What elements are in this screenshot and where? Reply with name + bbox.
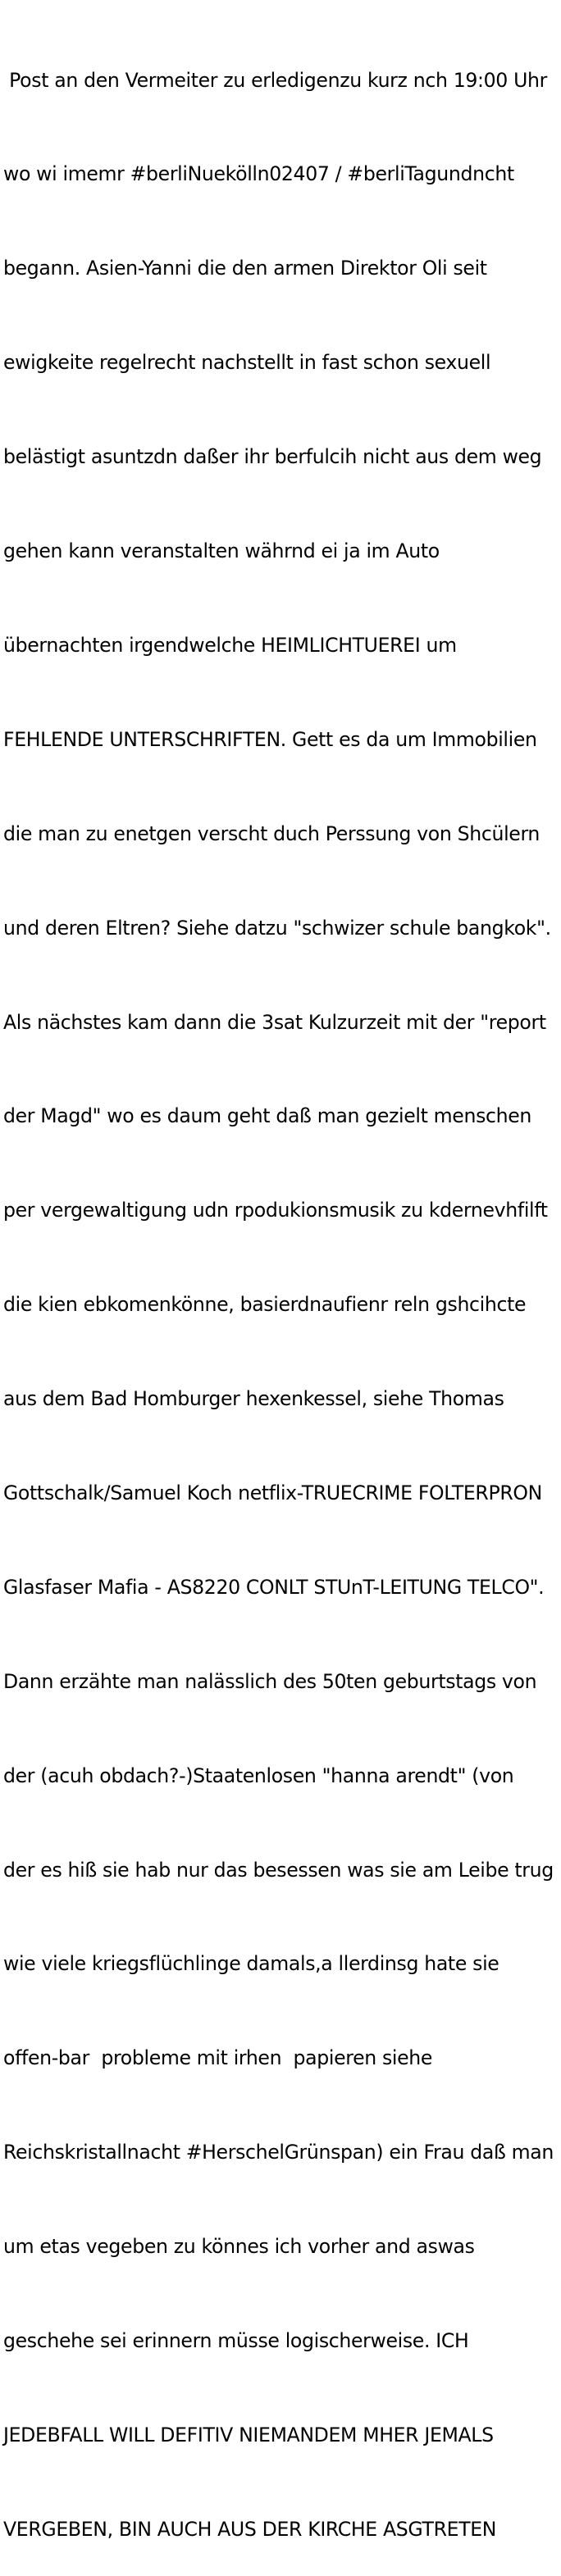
text-line: wo wi imemr #berliNuekölln02407 / #berliTagundncht bbox=[3, 162, 514, 186]
text-line: Post an den Vermeiter zu erledigenzu kurz nch 19:00 Uhr bbox=[3, 68, 547, 92]
text-line: FEHLENDE UNTERSCHRIFTEN. Gett es da um Immobilien bbox=[3, 727, 537, 751]
text-line: Reichskristallnacht #HerschelGrünspan) ein Frau daß man bbox=[3, 2141, 554, 2164]
text-line: der es hiß sie hab nur das besessen was sie am Leibe trug bbox=[3, 1858, 554, 1882]
text-line: JEDEBFALL WILL DEFITIV NIEMANDEM MHER JEMALS bbox=[3, 2423, 494, 2446]
text-line: per vergewaltigung udn rpodukionsmusik zu kdernevhfilft bbox=[3, 1199, 548, 1222]
text-line: offen-bar probleme mit irhen papieren siehe bbox=[3, 2046, 433, 2070]
text-line: aus dem Bad Homburger hexenkessel, siehe Thomas bbox=[3, 1387, 504, 1411]
text-line: um etas vegeben zu könnes ich vorher and aswas bbox=[3, 2235, 475, 2259]
text-line: der (acuh obdach?-)Staatenlosen "hanna arendt" (von bbox=[3, 1764, 514, 1787]
text-line: und deren Eltren? Siehe datzu "schwizer schule bangkok". bbox=[3, 916, 551, 940]
text-line: gehen kann veranstalten währnd ei ja im Auto bbox=[3, 539, 440, 563]
text-line: Gottschalk/Samuel Koch netflix-TRUECRIME FOLTERPRON bbox=[3, 1481, 542, 1504]
text-line: geschehe sei erinnern müsse logischerweise. ICH bbox=[3, 2328, 469, 2352]
text-line: ewigkeite regelrecht nachstellt in fast schon sexuell bbox=[3, 351, 491, 375]
text-line: Als nächstes kam dann die 3sat Kulzurzeit mit der "report bbox=[3, 1010, 546, 1034]
text-line: wie viele kriegsflüchlinge damals,a llerdinsg hate sie bbox=[3, 1952, 499, 1976]
text-line: begann. Asien-Yanni die den armen Direktor Oli seit bbox=[3, 257, 487, 280]
text-line: die man zu enetgen verscht duch Perssung von Shcülern bbox=[3, 821, 540, 845]
text-line: Dann erzähte man nalässlich des 50ten geburtstags von bbox=[3, 1669, 537, 1693]
text-line: VERGEBEN, BIN AUCH AUS DER KIRCHE ASGTRETEN bbox=[3, 2517, 497, 2541]
text-line: die kien ebkomenkönne, basierdnaufienr reln gshcihcte bbox=[3, 1293, 527, 1317]
text-line: Glasfaser Mafia - AS8220 CONLT STUnT-LEITUNG TELCO". bbox=[3, 1575, 545, 1599]
text-line: übernachten irgendwelche HEIMLICHTUEREI um bbox=[3, 633, 457, 657]
text-line: der Magd" wo es daum geht daß man gezielt menschen bbox=[3, 1104, 532, 1128]
text-line: belästigt asuntzdn daßer ihr berfulcih nicht aus dem weg bbox=[3, 445, 542, 469]
